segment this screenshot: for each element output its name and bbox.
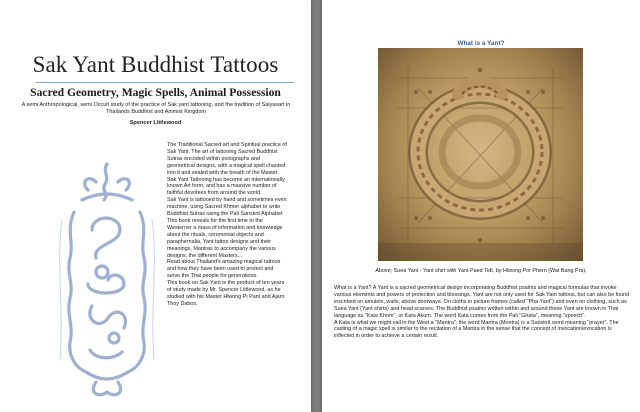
blurb-paragraph: The Traditional Sacred art and Spiritual practice of Sak Yant; The art of tattooing Sacred Buddhist Sutras encoded within pictographs and geometrical designs, with a magical spell chanted into it and sealed with the breath of the Master. Sak Yant Tattooing has become an internationally known Art form, and has a massive number of faithful devotees from around the world. [167, 142, 287, 197]
blurb-paragraph: This book reveals for the first time to the Westerner a mass of information and knowledge about the rituals, ceremonial objects and paraphernalia, Yant tattoo designs and their meanings, Mantras to accompany the various designs, the different Masters... [167, 217, 283, 259]
explanation-paragraph: A Kata is what we might call in the West a "Mantra"; the word Mantra (Montra) is a Sanskrit word meaning "prayer". The casting of a magic spell is similar to the recitation of a Mantra in the sense that the concept of invocation/evocation is inflected in order to achieve a certain result. [334, 319, 619, 340]
book-blurb [167, 142, 287, 308]
blurb-paragraph: This book on Sak Yant is the product of ten years of study made by Mr. Spencer Littlewood, as he studied with his Master Hlwong Pi Pant and Ajarn Thoy Dabos. [167, 280, 285, 307]
blurb-paragraph: Read about Thailand's amazing magical tattoos and how they have been used to protect and serve the Thai people for generations. [167, 259, 281, 280]
book-subtitle: Sacred Geometry, Magic Spells, Animal Possession [30, 86, 281, 99]
title-divider [36, 82, 294, 83]
yant-shirt-photo-icon [378, 48, 583, 261]
photo-caption: Above; Suea Yant - Yant shirt with Yant Paed Tidt, by Hlwong Por Phern (Wat Bang Pra). [375, 268, 587, 274]
yant-explanation [334, 285, 630, 340]
explanation-paragraph: What is a Yant? A Yant is a sacred geometrical design incorporating Buddhist psalms and magical formulas that invoke various elements and powers of protection and blessings. Yant are not only used for Sak Yant tattoos, but can also be found inscribed on amulets, walls, above doorways. On cloths in picture frames (called "Pha Yant") and even on clothing, such as Suea Yant (Yant shirts) and head scarves. The Buddhist psalms written within and around these Yant are known in Thai language as "Kata Khom", or Kata Akom. The word Kata comes from the Pali "Ghata", meaning "speech". [334, 285, 630, 319]
blurb-paragraph: Sak Yant is tattooed by hand and sometimes even machine, using Sacred Khmer alphabet to write Buddhist Sutras using the Pali Sanskrit Alphabet [167, 197, 287, 218]
book-author: Spencer Littlewood [129, 120, 182, 126]
section-heading: What is a Yant? [457, 40, 505, 47]
right-page [322, 0, 640, 412]
book-description: A semi Anthropological, semi Occult study of the practice of Sak yant tattooing, and the tradition of Saiyasart in Thailands Buddhist and Animist Kingdom [21, 102, 291, 115]
sak-yant-script-illustration-icon [52, 160, 162, 400]
book-title: Sak Yant Buddhist Tattoos [32, 52, 279, 77]
left-page [0, 0, 311, 412]
